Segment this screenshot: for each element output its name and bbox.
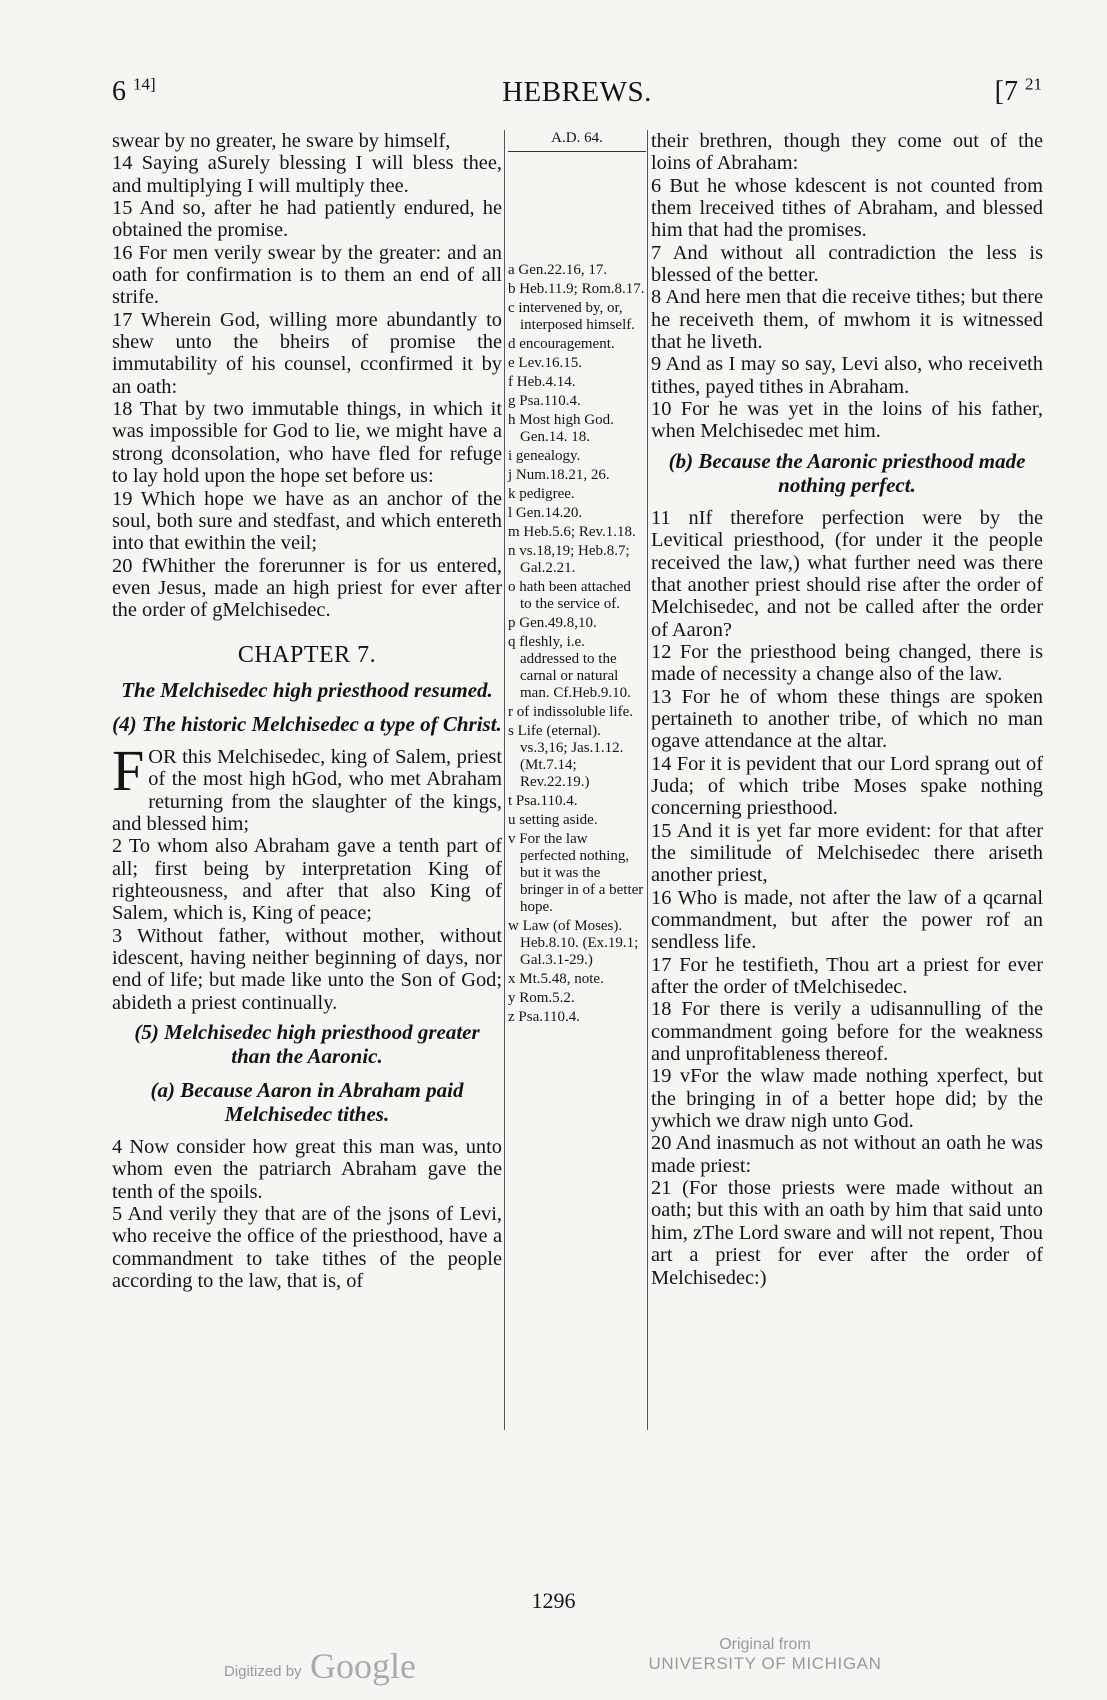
section-heading: (5) Melchisedec high priesthood greater than the Aaronic. xyxy=(134,1020,480,1069)
footnote: u setting aside. xyxy=(508,812,598,828)
section-heading: The Melchisedec high priesthood resumed. xyxy=(121,677,493,702)
reference-column xyxy=(508,130,646,1028)
running-header xyxy=(112,76,1042,116)
page-number: 1296 xyxy=(531,1588,576,1613)
verse: 2 To whom also Abraham gave a tenth part of all; first being by interpretation King of righteousness, and after that also King of Salem, which is, King of peace; xyxy=(112,835,502,925)
verse: 19 vFor the wlaw made nothing xperfect, but the bringing in of a better hope did; by the ywhich we draw nigh unto God. xyxy=(651,1065,1043,1133)
verse: 7 And without all contradiction the less is blessed of the better. xyxy=(651,241,1043,287)
footnote: e Lev.16.15. xyxy=(508,355,583,371)
footnote: p Gen.49.8,10. xyxy=(508,615,597,631)
date-label: A.D. 64. xyxy=(508,130,646,152)
footnote: c intervened by, or, interposed himself. xyxy=(508,300,635,333)
section-heading: (a) Because Aaron in Abraham paid Melchisedec tithes. xyxy=(150,1078,464,1127)
header-left-ref: 6 $^{14]}$ xyxy=(112,74,156,107)
footnote: l Gen.14.20. xyxy=(508,505,583,521)
footnote: q fleshly, i.e. addressed to the carnal or natural man. Cf.Heb.9.10. xyxy=(508,634,631,701)
footnote: w Law (of Moses). Heb.8.10. (Ex.19.1; Gal.3.1-29.) xyxy=(508,918,639,968)
source-watermark xyxy=(640,1636,890,1674)
verse: 18 For there is verily a udisannulling of the commandment going before for the weakness and unprofitableness thereof. xyxy=(651,998,1043,1066)
verse: 5 And verily they that are of the jsons of Levi, who receive the office of the priesthood, have a commandment to take tithes of the people according to the law, that is, of xyxy=(112,1203,502,1293)
verse: 14 Saying aSurely blessing I will bless thee, and multiplying I will multiply thee. xyxy=(112,152,502,197)
header-right-ref: [7 $^{21}$ xyxy=(994,74,1042,107)
footnote: y Rom.5.2. xyxy=(508,990,575,1006)
verse: 15 And it is yet far more evident: for that after the similitude of Melchisedec there ariseth another priest, xyxy=(651,819,1043,887)
footnote: f Heb.4.14. xyxy=(508,374,576,390)
drop-cap: F xyxy=(112,737,145,803)
verse: 11 nIf therefore perfection were by the Levitical priesthood, (for under it the people received the law,) what further need was there that another priest should rise after the order of Melchisedec, and not be called after the order of Aaron? xyxy=(651,506,1043,641)
verse: 20 And inasmuch as not without an oath he was made priest: xyxy=(651,1132,1043,1177)
original-from-text: Original from xyxy=(719,1636,811,1653)
footnote: g Psa.110.4. xyxy=(508,393,581,409)
verse: their brethren, though they come out of the loins of Abraham: xyxy=(651,130,1043,175)
chapter-heading: CHAPTER 7. xyxy=(237,641,377,668)
verse: 20 fWhither the forerunner is for us entered, even Jesus, made an high priest for ever after the order of gMelchisedec. xyxy=(112,554,502,622)
google-logo: Google xyxy=(310,1646,416,1686)
column-divider-right xyxy=(647,130,648,1430)
verse: swear by no greater, he sware by himself, xyxy=(112,130,451,152)
verse: 13 For he of whom these things are spoken pertaineth to another tribe, of which no man ogave attendance at the altar. xyxy=(651,685,1043,753)
digitized-by-text: Digitized by xyxy=(224,1663,302,1680)
column-divider-left xyxy=(504,130,505,1430)
footnote: t Psa.110.4. xyxy=(508,793,578,809)
footnote: s Life (eternal). vs.3,16; Jas.1.12. (Mt.7.14; Rev.22.19.) xyxy=(508,723,624,790)
verse: 12 For the priesthood being changed, there is made of necessity a change also of the law. xyxy=(651,640,1043,686)
institution-name: UNIVERSITY OF MICHIGAN xyxy=(648,1654,882,1673)
footnote: b Heb.11.9; Rom.8.17. xyxy=(508,281,645,297)
footnote: z Psa.110.4. xyxy=(508,1009,580,1025)
footnote: n vs.18,19; Heb.8.7; Gal.2.21. xyxy=(508,543,630,576)
footnote: j Num.18.21, 26. xyxy=(508,467,610,483)
footnote: h Most high God. Gen.14. 18. xyxy=(508,412,614,445)
verse: 16 Who is made, not after the law of a qcarnal commandment, but after the power rof an sendless life. xyxy=(651,886,1043,954)
verse: 15 And so, after he had patiently endured, he obtained the promise. xyxy=(112,197,502,242)
verse: 21 (For those priests were made without an oath; but this with an oath by him that said unto him, zThe Lord sware and will not repent, Thou art a priest for ever after the order of Melchisedec:) xyxy=(651,1177,1043,1289)
verse: 6 But he whose kdescent is not counted from them lreceived tithes of Abraham, and blessed him that had the promises. xyxy=(651,174,1043,242)
section-heading: (4) The historic Melchisedec a type of Christ. xyxy=(112,711,502,736)
footnote: m Heb.5.6; Rev.1.18. xyxy=(508,524,636,540)
right-column xyxy=(651,130,1043,1289)
verse: 10 For he was yet in the loins of his father, when Melchisedec met him. xyxy=(651,398,1043,443)
verse: 17 For he testifieth, Thou art a priest for ever after the order of tMelchisedec. xyxy=(651,953,1043,999)
footnote: a Gen.22.16, 17. xyxy=(508,262,608,278)
verse: 14 For it is pevident that our Lord sprang out of Juda; of which tribe Moses spake nothing concerning priesthood. xyxy=(651,752,1043,820)
verse: 16 For men verily swear by the greater: and an oath for confirmation is to them an end of all strife. xyxy=(112,241,502,309)
page-title: HEBREWS. xyxy=(502,76,652,108)
footnote: v For the law perfected nothing, but it was the bringer in of a better hope. xyxy=(508,831,644,915)
footnote: x Mt.5.48, note. xyxy=(508,971,604,987)
verse: 19 Which hope we have as an anchor of the soul, both sure and stedfast, and which entereth into that ewithin the veil; xyxy=(112,487,502,555)
footnote: d encouragement. xyxy=(508,336,615,352)
verse: 3 Without father, without mother, without idescent, having neither beginning of days, nor end of life; but made like unto the Son of God; abideth a priest continually. xyxy=(112,924,502,1014)
footnote: o hath been attached to the service of. xyxy=(508,579,631,612)
verse: 18 That by two immutable things, in which it was impossible for God to lie, we might have a strong dconsolation, who have fled for refuge to lay hold upon the hope set before us: xyxy=(112,398,502,488)
section-heading: (b) Because the Aaronic priesthood made nothing perfect. xyxy=(668,448,1026,497)
verse: 4 Now consider how great this man was, unto whom even the patriarch Abraham gave the tenth of the spoils. xyxy=(112,1136,502,1203)
footnote: r of indissoluble life. xyxy=(508,704,633,720)
left-column xyxy=(112,130,502,1292)
verse: 9 And as I may so say, Levi also, who receiveth tithes, payed tithes in Abraham. xyxy=(651,353,1043,398)
verse: 8 And here men that die receive tithes; but there he receiveth them, of mwhom it is witnessed that he liveth. xyxy=(651,286,1043,354)
verse: FOR this Melchisedec, king of Salem, priest of the most high hGod, who met Abraham returning from the slaughter of the kings, and blessed him; xyxy=(112,737,502,835)
footnote: i genealogy. xyxy=(508,448,581,464)
verse: 17 Wherein God, willing more abundantly to shew unto the bheirs of promise the immutability of his counsel, cconfirmed it by an oath: xyxy=(112,308,502,398)
footnote: k pedigree. xyxy=(508,486,575,502)
